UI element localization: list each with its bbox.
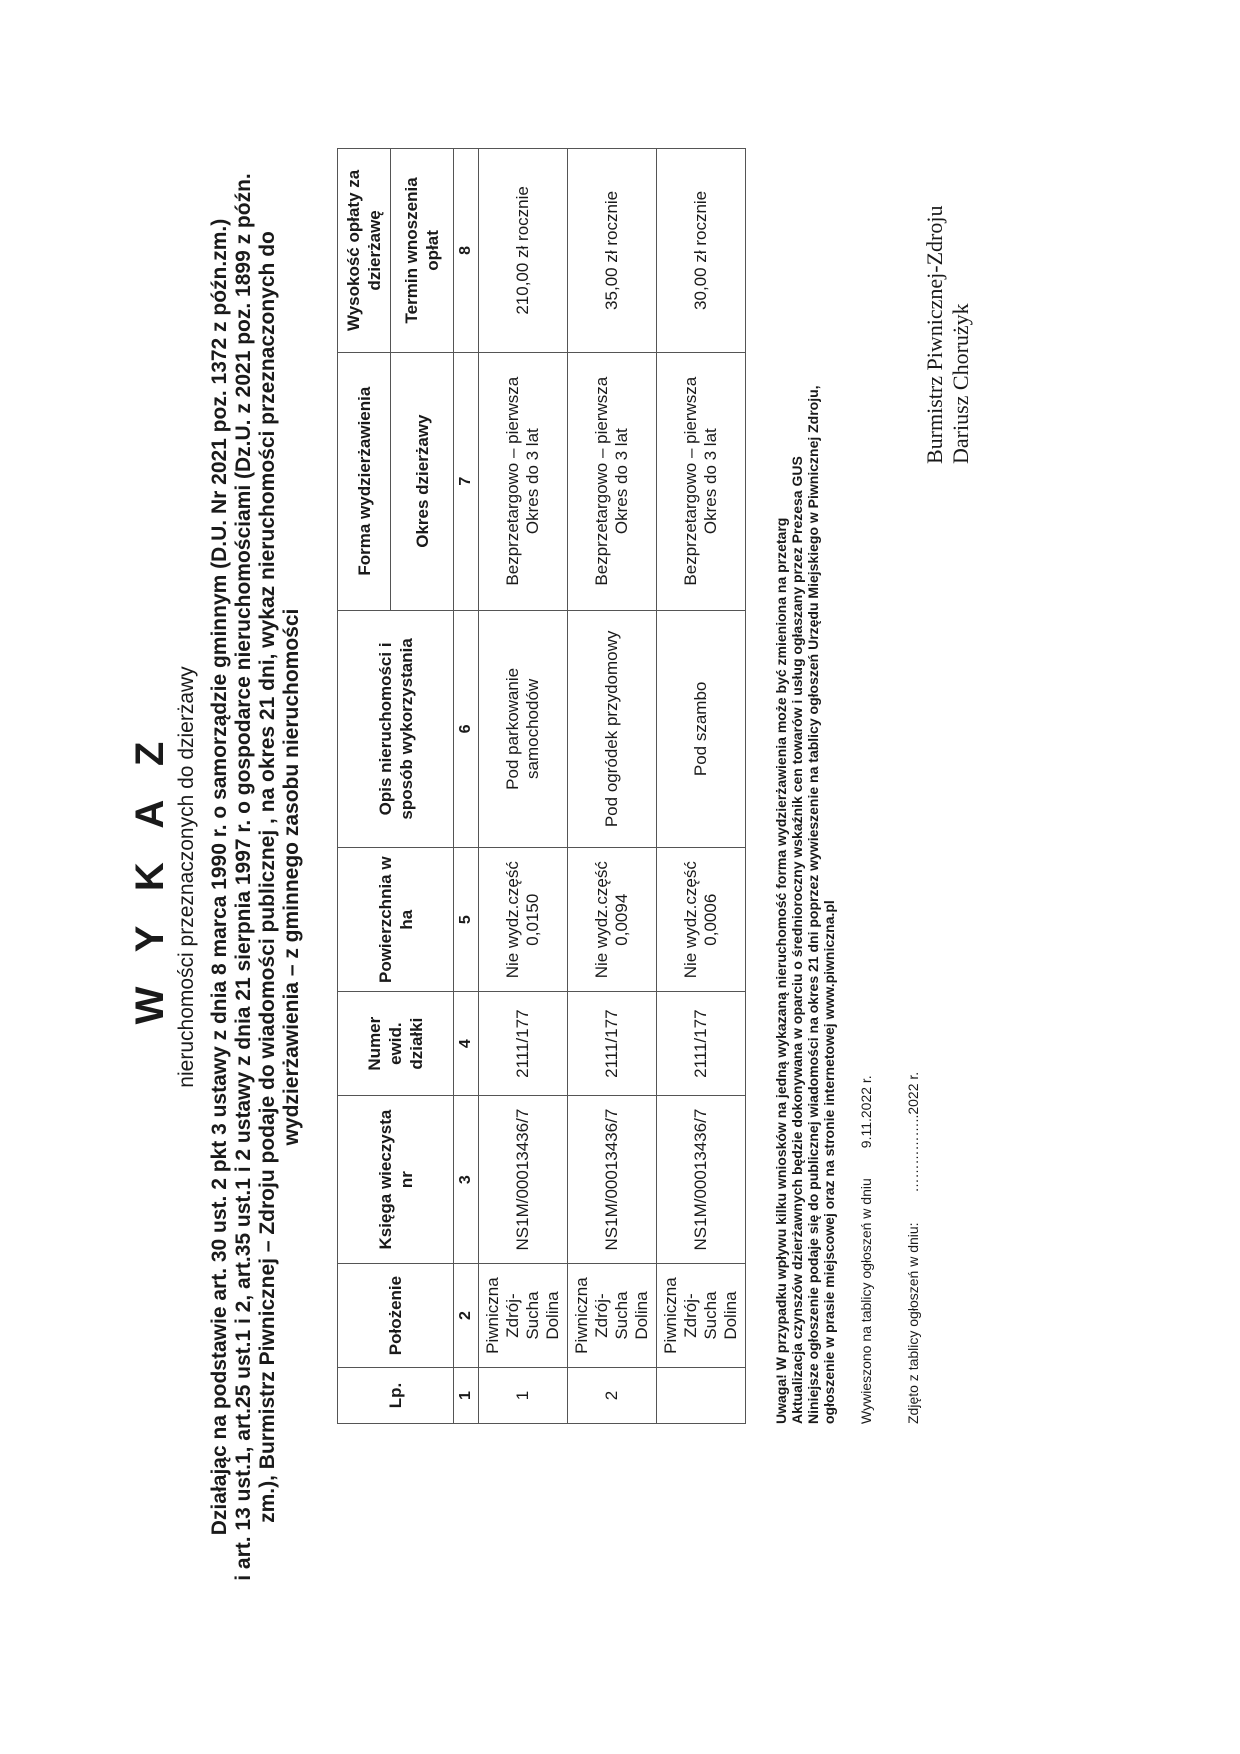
- table-row: [479, 149, 568, 1424]
- cell-numer: 2111/177: [657, 992, 746, 1096]
- header-numer: Numer ewid. działki: [338, 992, 454, 1096]
- cell-lp: [657, 1368, 746, 1424]
- cell-lp: 2: [568, 1368, 657, 1424]
- cell-forma: Bezprzetargowo – pierwsza Okres do 3 lat: [568, 352, 657, 610]
- header-opis: Opis nieruchomości i sposób wykorzystania: [338, 610, 454, 848]
- cell-powierzchnia: Nie wydz.część 0,0094: [568, 848, 657, 992]
- intro-line: zm.), Burmistrz Piwnicznej – Zdroju podaje do wiadomości publicznej , na okres 21 dni, wykaz nieruchomości przeznaczonych do: [256, 231, 279, 1523]
- document-subtitle: nieruchomości przeznaczonych do dzierżawy: [175, 666, 198, 1088]
- header-polozenie: Położenie: [338, 1264, 454, 1368]
- col-number: 5: [454, 848, 479, 992]
- header-forma: Forma wydzierżawienia: [338, 352, 391, 610]
- header-powierzchnia: Powierzchnia w ha: [338, 848, 454, 992]
- table-row: [657, 149, 746, 1424]
- cell-ksiega: NS1M/00013436/7: [568, 1096, 657, 1264]
- posted-label: Wywieszono na tablicy ogłoszeń w dniu: [858, 1178, 874, 1424]
- signature-name: Dariusz Chorużyk: [948, 303, 973, 464]
- cell-powierzchnia: Nie wydz.część 0,0150: [479, 848, 568, 992]
- cell-lp: 1: [479, 1368, 568, 1424]
- header-wysokosc: Wysokość opłaty za dzierżawę: [338, 149, 391, 353]
- col-number: 6: [454, 610, 479, 848]
- col-number: 4: [454, 992, 479, 1096]
- cell-forma: Bezprzetargowo – pierwsza Okres do 3 lat: [657, 352, 746, 610]
- note-line: Niniejsze ogłoszenie podaje się do publicznej wiadomości na okres 21 dni poprzez wywieszenie na tablicy ogłoszeń Urzędu Miejskiego w Piwnicznej Zdroju,: [805, 385, 821, 1424]
- cell-ksiega: NS1M/00013436/7: [657, 1096, 746, 1264]
- cell-ksiega: NS1M/00013436/7: [479, 1096, 568, 1264]
- note-line: ogłoszenie w prasie miejscowej oraz na stronie internetowej www.piwniczna.pl: [821, 900, 837, 1424]
- intro-line: Działając na podstawie art. 30 ust. 2 pkt 3 ustawy z dnia 8 marca 1990 r. o samorządzie gminnym (D.U. Nr 2021 poz. 1372 z późn.zm.): [208, 218, 231, 1536]
- intro-paragraph: [208, 0, 304, 1754]
- cell-oplata: 35,00 zł rocznie: [568, 149, 657, 353]
- posted-date-line: [858, 1075, 874, 1424]
- col-number: 3: [454, 1096, 479, 1264]
- notes-block: [773, 385, 837, 1424]
- col-number: 8: [454, 149, 479, 353]
- posted-value: 9.11.2022 r.: [858, 1075, 874, 1149]
- removed-value: ……………..2022 r.: [905, 1071, 921, 1193]
- property-table: [337, 148, 746, 1424]
- cell-numer: 2111/177: [568, 992, 657, 1096]
- signature-title: Burmistrz Piwnicznej-Zdroju: [922, 205, 947, 464]
- col-number: 1: [454, 1368, 479, 1424]
- cell-opis: Pod parkowanie samochodów: [479, 610, 568, 848]
- note-line: Aktualizacja czynszów dzierżawnych będzie dokonywana w oparciu o średnioroczny wskaźnik cen towarów i usług ogłaszany przez Prezesa GUS: [789, 456, 805, 1424]
- col-number: 2: [454, 1264, 479, 1368]
- cell-opis: Pod ogródek przydomowy: [568, 610, 657, 848]
- table-row: [568, 149, 657, 1424]
- cell-forma: Bezprzetargowo – pierwsza Okres do 3 lat: [479, 352, 568, 610]
- header-okres: Okres dzierżawy: [391, 352, 454, 610]
- column-number-row: [454, 149, 479, 1424]
- cell-polozenie: Piwniczna Zdrój-Sucha Dolina: [657, 1264, 746, 1368]
- cell-numer: 2111/177: [479, 992, 568, 1096]
- header-ksiega: Księga wieczysta nr: [338, 1096, 454, 1264]
- cell-oplata: 30,00 zł rocznie: [657, 149, 746, 353]
- cell-polozenie: Piwniczna Zdrój-Sucha Dolina: [568, 1264, 657, 1368]
- header-termin: Termin wnoszenia opłat: [391, 149, 454, 353]
- cell-powierzchnia: Nie wydz.część 0,0006: [657, 848, 746, 992]
- removed-date-line: [905, 1072, 921, 1424]
- cell-polozenie: Piwniczna Zdrój-Sucha Dolina: [479, 1264, 568, 1368]
- header-lp: Lp.: [338, 1368, 454, 1424]
- cell-opis: Pod szambo: [657, 610, 746, 848]
- cell-oplata: 210,00 zł rocznie: [479, 149, 568, 353]
- intro-line: i art. 13 ust.1, art.25 ust.1 i 2, art.35 ust.1 i 2 ustawy z dnia 21 sierpnia 1997 r. o gospodarce nieruchomościami (Dz.U. z 2021 poz. 1899 z późn.: [232, 173, 255, 1581]
- document-title: W Y K A Z: [128, 729, 172, 1025]
- removed-label: Zdjęto z tablicy ogłoszeń w dniu:: [905, 1222, 921, 1424]
- col-number: 7: [454, 352, 479, 610]
- intro-line: wydzierżawienia – z gminnego zasobu nieruchomości: [280, 608, 303, 1146]
- signature-block: [922, 206, 974, 464]
- note-line: Uwaga! W przypadku wpływu kilku wniosków na jedną wykazaną nieruchomość forma wydzierżawienia może być zmieniona na przetarg: [773, 517, 789, 1424]
